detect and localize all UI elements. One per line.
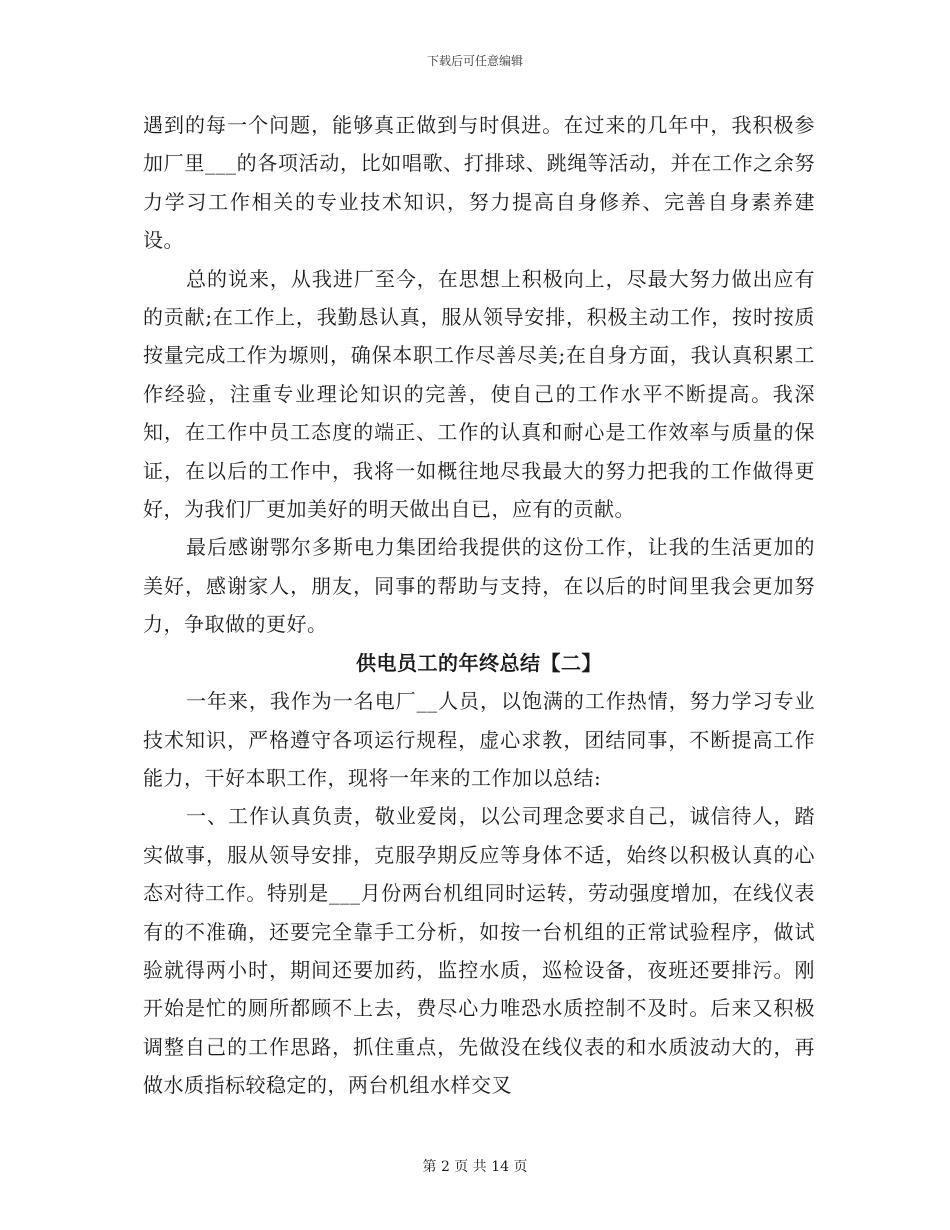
paragraph-continuation: 遇到的每一个问题，能够真正做到与时俱进。在过来的几年中，我积极参加厂里___的各项活动，比如唱歌、打排球、跳绳等活动，并在工作之余努力学习工作相关的专业技术知识，努力提高自身修养、完善自身素养建设。 xyxy=(143,113,815,253)
paragraph-intro: 一年来，我作为一名电厂__人员，以饱满的工作热情，努力学习专业技术知识，严格遵守各项运行规程，虚心求教，团结同事，不断提高工作能力，干好本职工作，现将一年来的工作加以总结: xyxy=(143,689,815,790)
document-body xyxy=(143,106,815,1105)
page-number: 第 2 页 共 14 页 xyxy=(422,1159,528,1175)
section-title: 供电员工的年终总结【二】 xyxy=(356,650,602,675)
header-note: 下载后可任意编辑 xyxy=(426,54,523,68)
paragraph-thanks: 最后感谢鄂尔多斯电力集团给我提供的这份工作，让我的生活更加的美好，感谢家人，朋友，同事的帮助与支持，在以后的时间里我会更加努力，争取做的更好。 xyxy=(143,535,815,637)
paragraph-summary: 总的说来，从我进厂至今，在思想上积极向上，尽最大努力做出应有的贡献;在工作上，我勤恳认真，服从领导安排，积极主动工作，按时按质按量完成工作为塬则，确保本职工作尽善尽美;在自身方面，我认真积累工作经验，注重专业理论知识的完善，使自己的工作水平不断提高。我深知，在工作中员工态度的端正、工作的认真和耐心是工作效率与质量的保证，在以后的工作中，我将一如概往地尽我最大的努力把我的工作做得更好，为我们厂更加美好的明天做出自已，应有的贡献。 xyxy=(143,266,815,522)
paragraph-point-one: 一、工作认真负责，敬业爱岗，以公司理念要求自己，诚信待人，踏实做事，服从领导安排，克服孕期反应等身体不适，始终以积极认真的心态对待工作。特别是___月份两台机组同时运转，劳动强度增加，在线仪表有的不准确，还要完全靠手工分析，如按一台机组的正常试验程序，做试验就得两小时，期间还要加药，监控水质，巡检设备，夜班还要排污。刚开始是忙的厕所都顾不上去，费尽心力唯恐水质控制不及时。后来又积极调整自己的工作思路，抓住重点，先做没在线仪表的和水质波动大的，再做水质指标较稳定的，两台机组水样交叉 xyxy=(143,804,815,1098)
